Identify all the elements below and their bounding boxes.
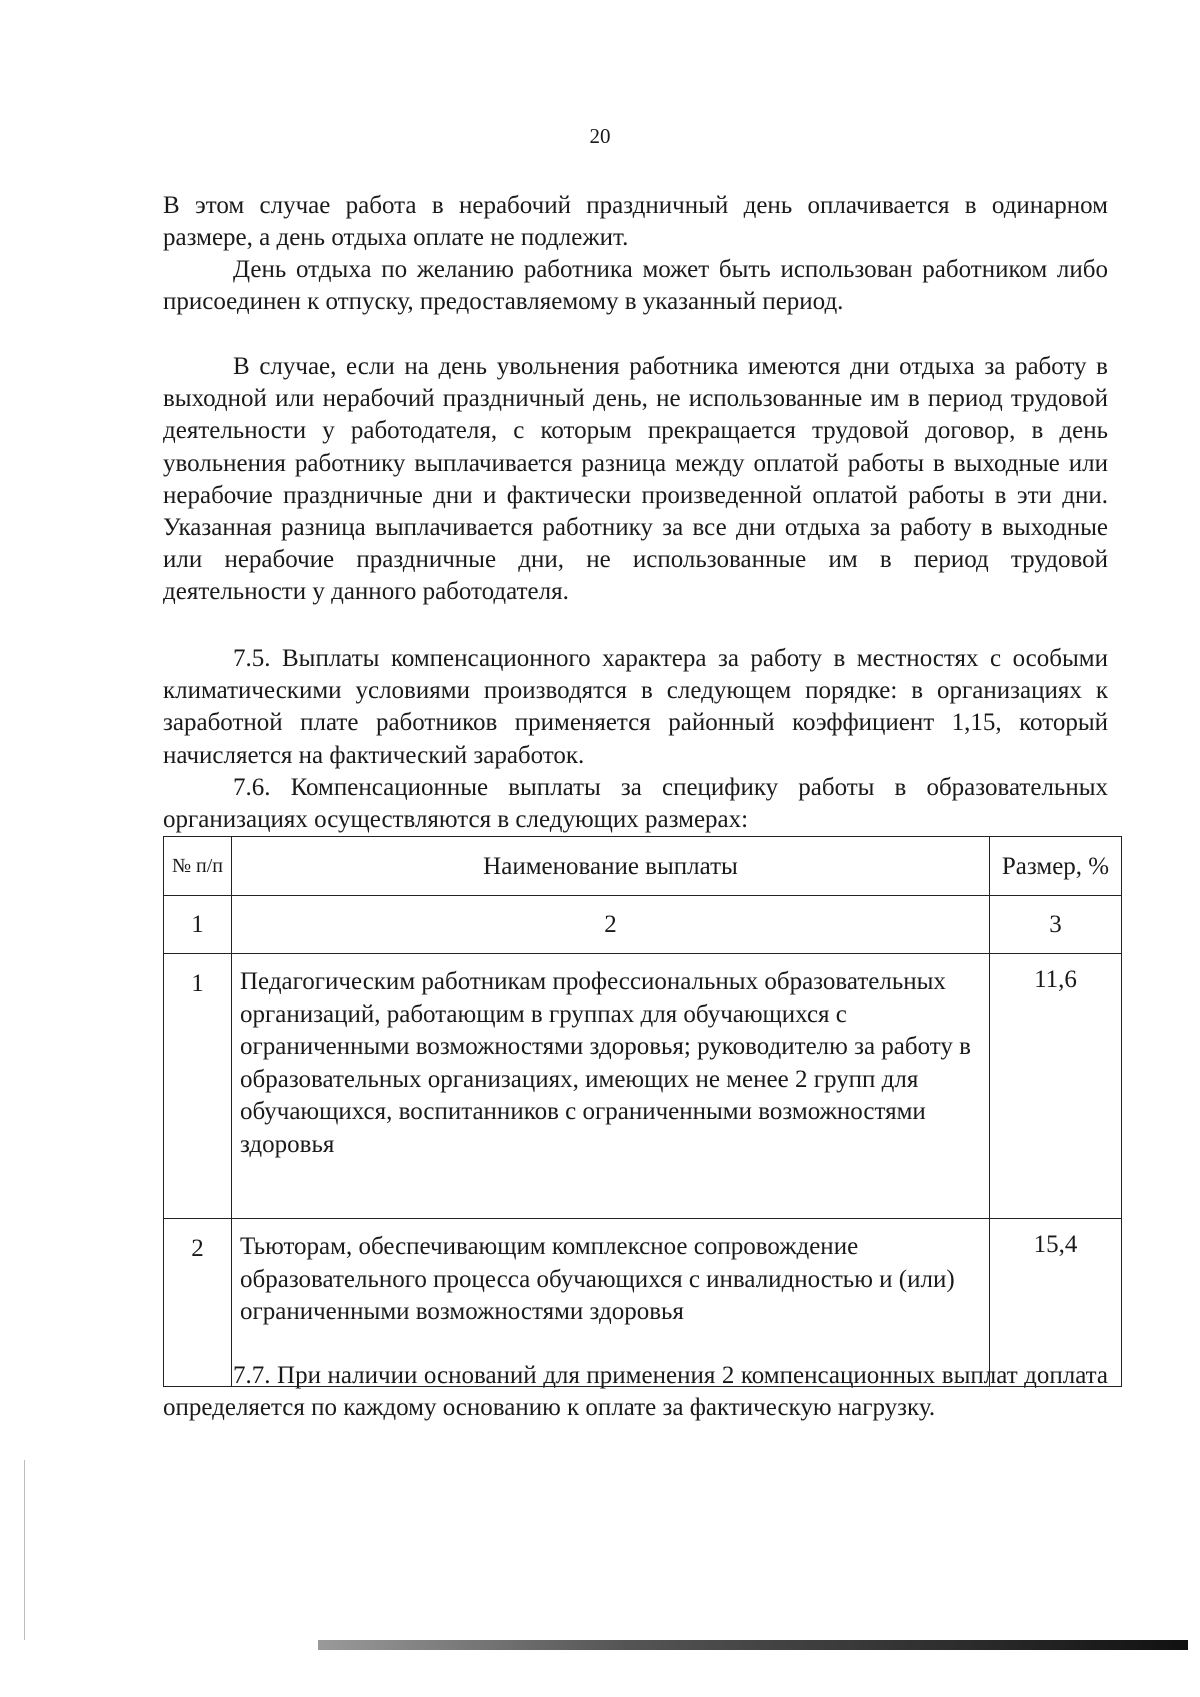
header-number: № п/п — [164, 837, 232, 896]
row-name: Тьюторам, обеспечивающим комплексное сопровождение образовательного процесса обучающихся с инвалидностью и (или) ограниченными возможностями здоровья — [232, 1219, 990, 1387]
page-number: 20 — [589, 124, 611, 148]
row-size: 11,6 — [990, 954, 1122, 1219]
header-size: Размер, % — [990, 837, 1122, 896]
paragraph-7-5: 7.5. Выплаты компенсационного характера за работу в местностях с особыми климатическими условиями производятся в следующем порядке: в организациях к заработной плате работников применяется районный коэффициент 1,15, который начисляется на фактический заработок. — [163, 645, 1108, 769]
column-number-3: 3 — [990, 896, 1122, 954]
paragraph-1: В этом случае работа в нерабочий праздничный день оплачивается в одинарном размере, а день отдыха оплате не подлежит. — [163, 192, 1108, 252]
header-name: Наименование выплаты — [232, 837, 990, 896]
scan-edge-line — [24, 1460, 25, 1640]
paragraph-3: В случае, если на день увольнения работника имеются дни отдыха за работу в выходной или нерабочий праздничный день, не использованные им в период трудовой деятельности у работодателя, с которым прекращается трудовой договор, в день увольнения работнику выплачивается разница между оплатой работы в выходные или нерабочие праздничные дни и фактически произведенной оплатой работы в эти дни. Указанная разница выплачивается работнику за все дни отдыха за работу в выходные или нерабочие праздничные дни, не использованные им в период трудовой деятельности у данного работодателя. — [163, 353, 1108, 606]
row-number: 2 — [164, 1219, 232, 1387]
scan-bottom-bar — [318, 1640, 1188, 1650]
compensation-table — [163, 836, 1122, 1387]
row-name: Педагогическим работникам профессиональных образовательных организаций, работающим в группах для обучающихся с ограниченными возможностями здоровья; руководителю за работу в образовательных организациях, имеющих не менее 2 групп для обучающихся, воспитанников с ограниченными возможностями здоровья — [232, 954, 990, 1219]
row-size: 15,4 — [990, 1219, 1122, 1387]
paragraph-7-7: 7.7. При наличии оснований для применения 2 компенсационных выплат доплата определяется по каждому основанию к оплате за фактическую нагрузку. — [163, 1362, 1108, 1422]
row-number: 1 — [164, 954, 232, 1219]
column-number-row — [164, 896, 1122, 954]
table-row — [164, 954, 1122, 1219]
paragraph-2: День отдыха по желанию работника может быть использован работником либо присоединен к отпуску, предоставляемому в указанный период. — [163, 256, 1108, 316]
paragraph-7-6: 7.6. Компенсационные выплаты за специфику работы в образовательных организациях осуществляются в следующих размерах: — [163, 774, 1108, 834]
column-number-1: 1 — [164, 896, 232, 954]
table-header-row — [164, 837, 1122, 896]
column-number-2: 2 — [232, 896, 990, 954]
